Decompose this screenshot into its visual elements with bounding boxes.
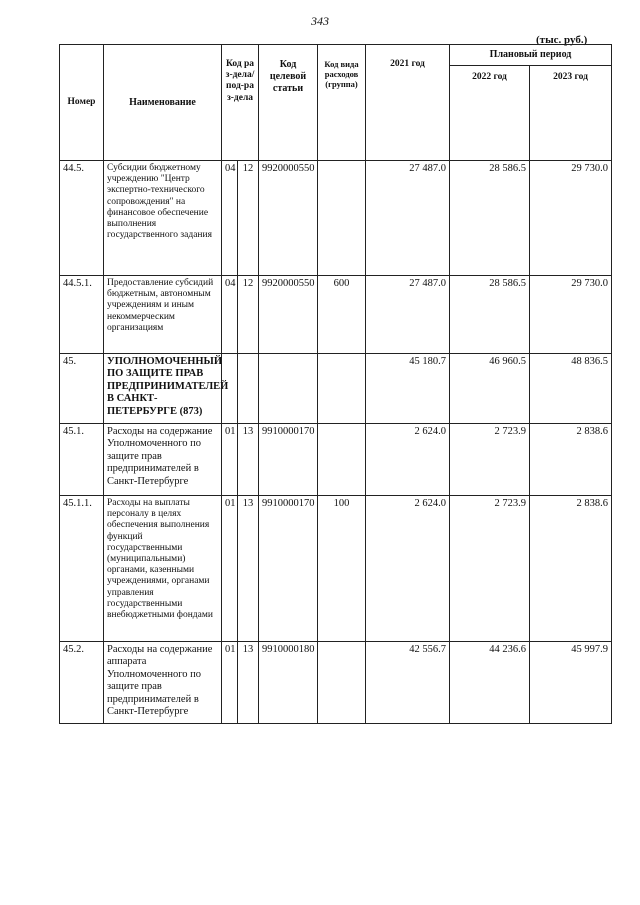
row-expense: 100 bbox=[318, 496, 366, 642]
units-label: (тыс. руб.) bbox=[536, 34, 588, 46]
row-expense: 600 bbox=[318, 276, 366, 354]
row-2022: 28 586.5 bbox=[450, 161, 530, 276]
row-target: 9920000550 bbox=[259, 276, 318, 354]
page-number: 343 bbox=[311, 14, 329, 28]
row-2021: 45 180.7 bbox=[366, 354, 450, 424]
row-number: 44.5. bbox=[60, 161, 104, 276]
row-2023: 2 838.6 bbox=[530, 424, 612, 496]
row-2023: 48 836.5 bbox=[530, 354, 612, 424]
row-2022: 28 586.5 bbox=[450, 276, 530, 354]
row-subsection: 12 bbox=[238, 276, 259, 354]
row-2023: 45 997.9 bbox=[530, 642, 612, 724]
row-number: 45. bbox=[60, 354, 104, 424]
budget-table bbox=[59, 44, 612, 724]
row-2021: 2 624.0 bbox=[366, 496, 450, 642]
row-2021: 27 487.0 bbox=[366, 161, 450, 276]
row-subsection: 12 bbox=[238, 161, 259, 276]
row-target: 9910000170 bbox=[259, 496, 318, 642]
header-2023: 2023 год bbox=[530, 66, 612, 161]
row-2021: 2 624.0 bbox=[366, 424, 450, 496]
header-target: Код целевой статьи bbox=[259, 45, 318, 161]
header-plan-period: Плановый период bbox=[450, 45, 612, 66]
header-2021: 2021 год bbox=[366, 45, 450, 161]
table-row bbox=[60, 161, 612, 276]
row-name: Расходы на содержание аппарата Уполномоченного по защите прав предпринимателей в Санкт-Петербурге bbox=[104, 642, 222, 724]
row-2021: 42 556.7 bbox=[366, 642, 450, 724]
header-2022: 2022 год bbox=[450, 66, 530, 161]
header-name: Наименование bbox=[104, 45, 222, 161]
row-name: Расходы на содержание Уполномоченного по защите прав предпринимателей в Санкт-Петербурге bbox=[104, 424, 222, 496]
row-2023: 29 730.0 bbox=[530, 161, 612, 276]
row-section: 01 bbox=[222, 424, 238, 496]
row-2022: 2 723.9 bbox=[450, 496, 530, 642]
row-section: 01 bbox=[222, 496, 238, 642]
row-name: Субсидии бюджетному учреждению "Центр экспертно-технического сопровождения" на финансовое обеспечение выполнения государственного задания bbox=[104, 161, 222, 276]
row-subsection: 13 bbox=[238, 642, 259, 724]
row-number: 45.2. bbox=[60, 642, 104, 724]
row-2022: 44 236.6 bbox=[450, 642, 530, 724]
row-number: 44.5.1. bbox=[60, 276, 104, 354]
row-2022: 46 960.5 bbox=[450, 354, 530, 424]
row-name: Расходы на выплаты персоналу в целях обеспечения выполнения функций государственными (муниципальными) органами, казенными учреждениями, органами управления государственными внебюджетными фондами bbox=[104, 496, 222, 642]
row-section: 04 bbox=[222, 276, 238, 354]
table-row bbox=[60, 496, 612, 642]
row-target bbox=[259, 354, 318, 424]
row-expense bbox=[318, 354, 366, 424]
row-2023: 29 730.0 bbox=[530, 276, 612, 354]
row-2023: 2 838.6 bbox=[530, 496, 612, 642]
row-expense bbox=[318, 161, 366, 276]
header-expense: Код вида расходов (группа) bbox=[318, 45, 366, 161]
row-name: Предоставление субсидий бюджетным, автономным учреждениям и иным некоммерческим организациям bbox=[104, 276, 222, 354]
row-subsection: 13 bbox=[238, 424, 259, 496]
row-subsection: 13 bbox=[238, 496, 259, 642]
row-2021: 27 487.0 bbox=[366, 276, 450, 354]
row-target: 9920000550 bbox=[259, 161, 318, 276]
row-number: 45.1. bbox=[60, 424, 104, 496]
row-section: 01 bbox=[222, 642, 238, 724]
row-2022: 2 723.9 bbox=[450, 424, 530, 496]
table-row bbox=[60, 642, 612, 724]
table-row bbox=[60, 276, 612, 354]
row-target: 9910000170 bbox=[259, 424, 318, 496]
table-row bbox=[60, 424, 612, 496]
header-number: Номер bbox=[60, 45, 104, 161]
row-section: 04 bbox=[222, 161, 238, 276]
header-section: Код раз-дела/ под-раз-дела bbox=[222, 45, 259, 161]
row-subsection bbox=[238, 354, 259, 424]
table-row bbox=[60, 354, 612, 424]
row-name: УПОЛНОМОЧЕННЫЙ ПО ЗАЩИТЕ ПРАВ ПРЕДПРИНИМАТЕЛЕЙ В САНКТ-ПЕТЕРБУРГЕ (873) bbox=[104, 354, 222, 424]
row-number: 45.1.1. bbox=[60, 496, 104, 642]
row-expense bbox=[318, 642, 366, 724]
row-target: 9910000180 bbox=[259, 642, 318, 724]
row-expense bbox=[318, 424, 366, 496]
